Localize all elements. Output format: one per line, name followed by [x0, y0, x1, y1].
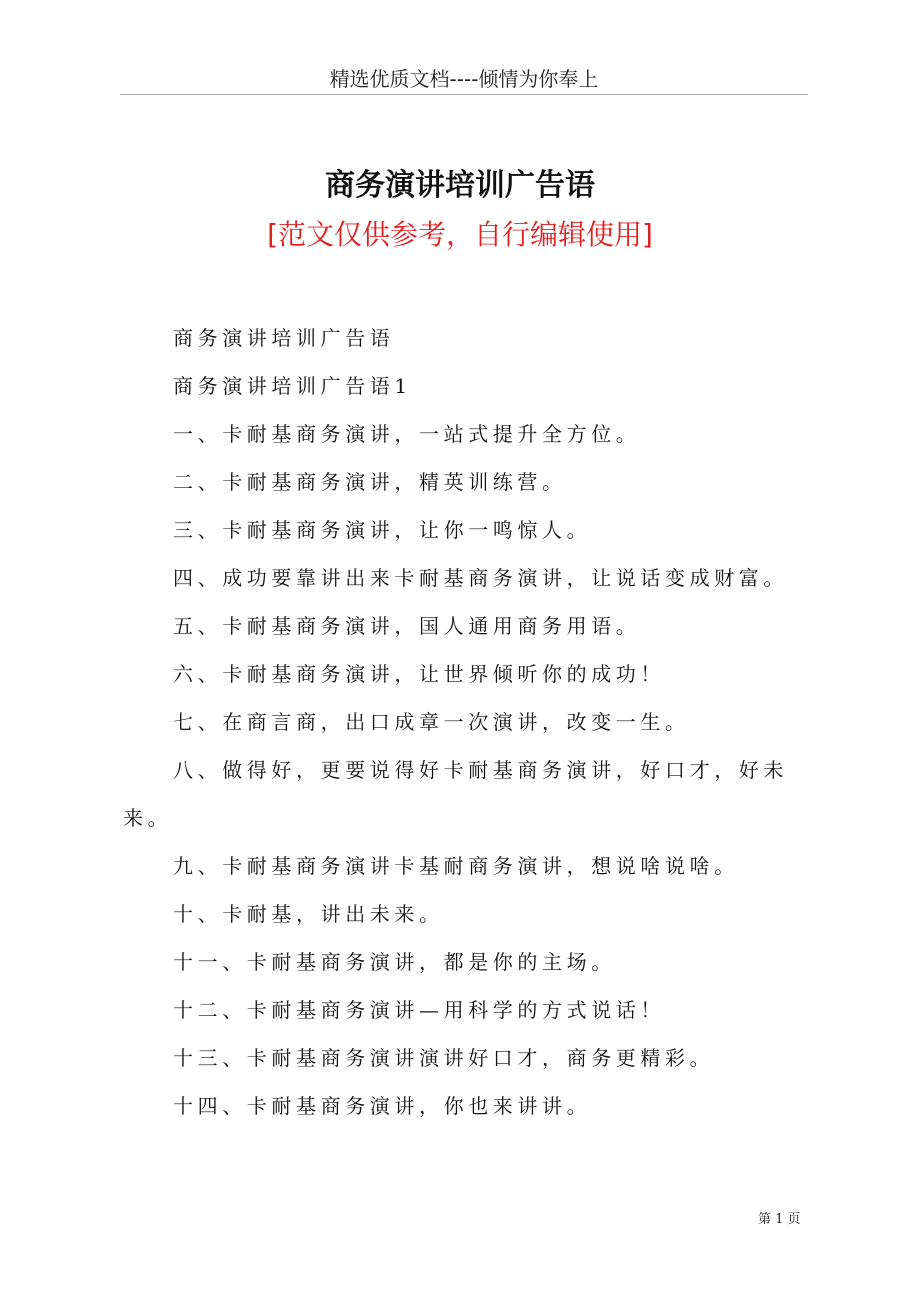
page-header: 精选优质文档----倾情为你奉上	[329, 67, 599, 91]
paragraph: 五、卡耐基商务演讲，国人通用商务用语。	[173, 614, 641, 638]
document-subtitle: [范文仅供参考，自行编辑使用]	[267, 218, 653, 251]
page-number: 第 1 页	[758, 1212, 801, 1227]
header-divider	[120, 94, 808, 95]
paragraph: 八、做得好，更要说得好卡耐基商务演讲，好口才，好未来。	[123, 758, 788, 830]
paragraph: 六、卡耐基商务演讲，让世界倾听你的成功！	[173, 662, 665, 686]
paragraph: 二、卡耐基商务演讲，精英训练营。	[173, 470, 567, 494]
paragraph: 十二、卡耐基商务演讲—用科学的方式说话！	[173, 998, 665, 1022]
paragraph: 商务演讲培训广告语	[173, 326, 395, 350]
paragraph: 十一、卡耐基商务演讲，都是你的主场。	[173, 950, 616, 974]
paragraph: 一、卡耐基商务演讲，一站式提升全方位。	[173, 422, 641, 446]
paragraph: 九、卡耐基商务演讲卡基耐商务演讲，想说啥说啥。	[173, 854, 739, 878]
paragraph: 四、成功要靠讲出来卡耐基商务演讲，让说话变成财富。	[173, 566, 788, 590]
paragraph: 十三、卡耐基商务演讲演讲好口才，商务更精彩。	[173, 1046, 715, 1070]
document-title: 商务演讲培训广告语	[325, 168, 595, 203]
paragraph: 三、卡耐基商务演讲，让你一鸣惊人。	[173, 518, 592, 542]
paragraph: 十、卡耐基，讲出未来。	[173, 902, 444, 926]
document-body	[123, 314, 798, 1130]
paragraph: 十四、卡耐基商务演讲，你也来讲讲。	[173, 1094, 592, 1118]
paragraph: 商务演讲培训广告语1	[173, 374, 412, 398]
paragraph: 七、在商言商，出口成章一次演讲，改变一生。	[173, 710, 690, 734]
